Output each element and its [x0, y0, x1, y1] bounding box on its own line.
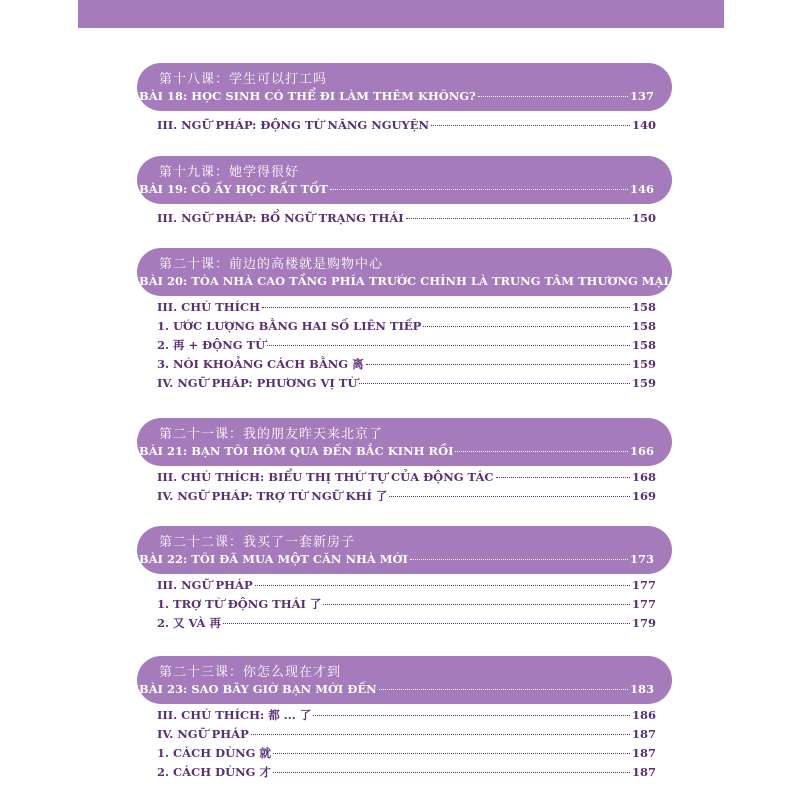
lesson-title-row[interactable] — [139, 552, 654, 566]
toc-item[interactable] — [157, 725, 656, 744]
lesson-header — [137, 526, 672, 574]
toc-item[interactable] — [157, 706, 656, 725]
lesson-chinese-title: 第二十一课：我的朋友昨天来北京了 — [159, 427, 384, 442]
page-number: 177 — [631, 597, 656, 611]
leader-dots — [671, 281, 675, 282]
toc-item-label: III. CHÚ THÍCH: 都 ... 了 — [157, 708, 312, 722]
toc-section-21 — [137, 418, 672, 506]
toc-item[interactable] — [157, 209, 656, 228]
toc-section-23 — [137, 656, 672, 782]
leader-dots — [496, 477, 630, 478]
toc-item-label: IV. NGỮ PHÁP — [157, 727, 249, 741]
leader-dots — [262, 307, 630, 308]
toc-item[interactable] — [157, 763, 656, 782]
toc-item[interactable] — [157, 487, 656, 506]
lesson-title-row[interactable] — [139, 274, 701, 288]
lesson-chinese-title: 第十九课：她学得很好 — [159, 165, 300, 180]
page-number: 177 — [631, 578, 656, 592]
lesson-title: BÀI 21: BẠN TÔI HÔM QUA ĐẾN BẮC KINH RỒI — [139, 444, 454, 458]
page-number: 186 — [631, 708, 656, 722]
toc-item-label: III. NGỮ PHÁP: BỔ NGỮ TRẠNG THÁI — [157, 211, 404, 225]
toc-item[interactable] — [157, 374, 656, 393]
toc-item-label: 2. 又 VÀ 再 — [157, 616, 221, 630]
page-number: 183 — [629, 682, 654, 696]
lesson-title: BÀI 22: TÔI ĐÃ MUA MỘT CĂN NHÀ MỚI — [139, 552, 408, 566]
page-number: 166 — [629, 444, 654, 458]
leader-dots — [313, 715, 630, 716]
top-banner — [78, 0, 724, 28]
toc-item-label: IV. NGỮ PHÁP: PHƯƠNG VỊ TỪ — [157, 376, 358, 390]
lesson-chinese-title: 第二十课：前边的高楼就是购物中心 — [159, 257, 384, 272]
page-number: 187 — [631, 765, 656, 779]
leader-dots — [223, 623, 630, 624]
toc-item-label: IV. NGỮ PHÁP: TRỢ TỪ NGỮ KHÍ 了 — [157, 489, 388, 503]
page-number: 173 — [629, 552, 654, 566]
lesson-title: BÀI 20: TÒA NHÀ CAO TẦNG PHÍA TRƯỚC CHÍNH LÀ TRUNG TÂM THƯƠNG MẠI — [139, 274, 669, 288]
leader-dots — [366, 364, 630, 365]
page-number: 137 — [629, 89, 654, 103]
leader-dots — [478, 96, 628, 97]
page-number: 179 — [631, 616, 656, 630]
lesson-header — [137, 63, 672, 111]
toc-item[interactable] — [157, 744, 656, 763]
leader-dots — [323, 604, 630, 605]
page-number: 158 — [631, 300, 656, 314]
toc-item-label: III. CHÚ THÍCH: BIỂU THỊ THỨ TỰ CỦA ĐỘNG TÁC — [157, 470, 494, 484]
lesson-chinese-title: 第二十二课：我买了一套新房子 — [159, 535, 356, 550]
toc-item[interactable] — [157, 336, 656, 355]
toc-item[interactable] — [157, 116, 656, 135]
lesson-header — [137, 656, 672, 704]
lesson-title: BÀI 19: CÔ ẤY HỌC RẤT TỐT — [139, 182, 328, 196]
page-number: 158 — [631, 338, 656, 352]
toc-item[interactable] — [157, 298, 656, 317]
toc-item-label: 2. CÁCH DÙNG 才 — [157, 765, 271, 779]
leader-dots — [423, 326, 630, 327]
toc-item-label: 1. CÁCH DÙNG 就 — [157, 746, 271, 760]
page-number: 146 — [629, 182, 654, 196]
lesson-chinese-title: 第十八课：学生可以打工吗 — [159, 72, 328, 87]
lesson-chinese-title: 第二十三课：你怎么现在才到 — [159, 665, 342, 680]
toc-item[interactable] — [157, 595, 656, 614]
leader-dots — [455, 451, 628, 452]
leader-dots — [330, 189, 628, 190]
page-number: 169 — [631, 489, 656, 503]
lesson-title-row[interactable] — [139, 444, 654, 458]
toc-item-label: 2. 再 + ĐỘNG TỪ — [157, 338, 266, 352]
toc-item[interactable] — [157, 576, 656, 595]
toc-section-20 — [137, 248, 701, 393]
toc-item[interactable] — [157, 355, 656, 374]
leader-dots — [273, 772, 630, 773]
page-number: 187 — [631, 746, 656, 760]
leader-dots — [431, 125, 630, 126]
toc-item[interactable] — [157, 614, 656, 633]
leader-dots — [273, 753, 630, 754]
toc-item-label: 1. ƯỚC LƯỢNG BẰNG HAI SỐ LIÊN TIẾP — [157, 319, 422, 333]
lesson-title: BÀI 18: HỌC SINH CÓ THỂ ĐI LÀM THÊM KHÔNG? — [139, 89, 476, 103]
leader-dots — [379, 689, 628, 690]
lesson-title-row[interactable] — [139, 182, 654, 196]
toc-section-19 — [137, 156, 672, 228]
toc-section-18 — [137, 63, 672, 135]
toc-item-label: 1. TRỢ TỪ ĐỘNG THÁI 了 — [157, 597, 322, 611]
page-number: 150 — [631, 211, 656, 225]
page-number: 187 — [631, 727, 656, 741]
page-number: 155 — [676, 274, 701, 288]
leader-dots — [389, 496, 630, 497]
toc-item-label: III. NGỮ PHÁP — [157, 578, 253, 592]
toc-item[interactable] — [157, 468, 656, 487]
toc-item[interactable] — [157, 317, 656, 336]
page-number: 168 — [631, 470, 656, 484]
leader-dots — [406, 218, 630, 219]
toc-item-label: III. CHÚ THÍCH — [157, 300, 261, 314]
toc-section-22 — [137, 526, 672, 633]
lesson-title-row[interactable] — [139, 682, 654, 696]
toc-item-label: 3. NÓI KHOẢNG CÁCH BẰNG 离 — [157, 357, 364, 371]
page-number: 158 — [631, 319, 656, 333]
leader-dots — [359, 383, 630, 384]
leader-dots — [255, 585, 630, 586]
lesson-header — [137, 248, 701, 296]
leader-dots — [410, 559, 628, 560]
lesson-header — [137, 156, 672, 204]
lesson-header — [137, 418, 672, 466]
toc-item-label: III. NGỮ PHÁP: ĐỘNG TỪ NĂNG NGUYỆN — [157, 118, 430, 132]
page-number: 159 — [631, 357, 656, 371]
page-number: 140 — [631, 118, 656, 132]
lesson-title: BÀI 23: SAO BÂY GIỜ BẠN MỚI ĐẾN — [139, 682, 377, 696]
leader-dots — [267, 345, 630, 346]
page-number: 159 — [631, 376, 656, 390]
lesson-title-row[interactable] — [139, 89, 654, 103]
leader-dots — [251, 734, 630, 735]
